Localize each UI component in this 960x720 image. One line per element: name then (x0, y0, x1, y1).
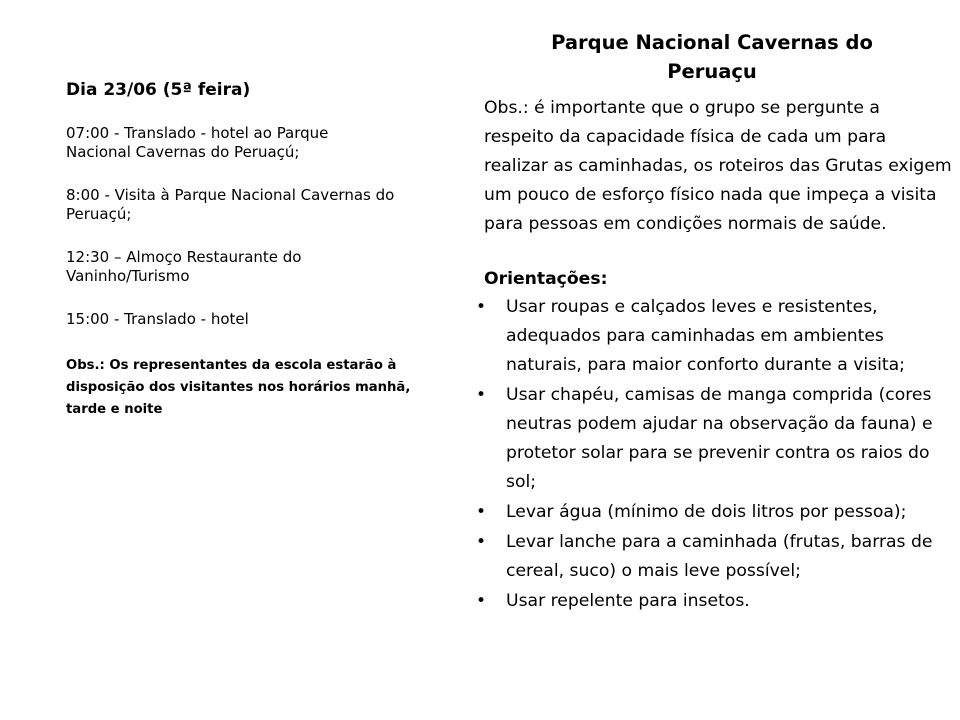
guideline-item (472, 293, 948, 380)
guideline-item (472, 498, 948, 527)
guideline-item (472, 528, 948, 586)
guidelines-heading: Orientações: (484, 269, 608, 289)
schedule-item-park-visit: 8:00 - Visita à Parque Nacional Cavernas do Peruaçú; (66, 186, 395, 223)
guideline-item (472, 381, 948, 497)
schedule-item-transfer-hotel: 15:00 - Translado - hotel (66, 310, 249, 328)
bullet-icon: • (476, 532, 487, 552)
day-title: Dia 23/06 (5ª feira) (66, 80, 251, 100)
guideline-text: Usar repelente para insetos. (506, 591, 750, 611)
guideline-item (472, 587, 948, 616)
park-title: Parque Nacional Cavernas do Peruaçu (551, 31, 873, 83)
guideline-text: Levar lanche para a caminhada (frutas, barras de cereal, suco) o mais leve possível; (506, 532, 933, 581)
park-observation: Obs.: é importante que o grupo se pergunte a respeito da capacidade física de cada um para realizar as caminhadas, os roteiros das Grutas exigem um pouco de esforço físico nada que impeça a visita para pessoas em condições normais de saúde. (484, 98, 952, 234)
bullet-icon: • (476, 297, 487, 317)
guideline-text: Usar roupas e calçados leves e resistentes, adequados para caminhadas em ambientes naturais, para maior conforto durante a visita; (506, 297, 905, 375)
guideline-text: Levar água (mínimo de dois litros por pessoa); (506, 502, 907, 522)
schedule-column (66, 78, 456, 421)
bullet-icon: • (476, 591, 487, 611)
bullet-icon: • (476, 385, 487, 405)
guideline-text: Usar chapéu, camisas de manga comprida (cores neutras podem ajudar na observação da fauna) e protetor solar para se prevenir contra os raios do sol; (506, 385, 933, 492)
bullet-icon: • (476, 502, 487, 522)
schedule-item-lunch: 12:30 – Almoço Restaurante do Vaninho/Turismo (66, 248, 302, 285)
park-info-column (472, 28, 952, 617)
schedule-item-transfer-park: 07:00 - Translado - hotel ao Parque Nacional Cavernas do Peruaçú; (66, 124, 329, 161)
schedule-note: Obs.: Os representantes da escola estarão à disposição dos visitantes nos horários manhã, tarde e noite (66, 358, 411, 417)
guidelines-list (472, 293, 948, 616)
